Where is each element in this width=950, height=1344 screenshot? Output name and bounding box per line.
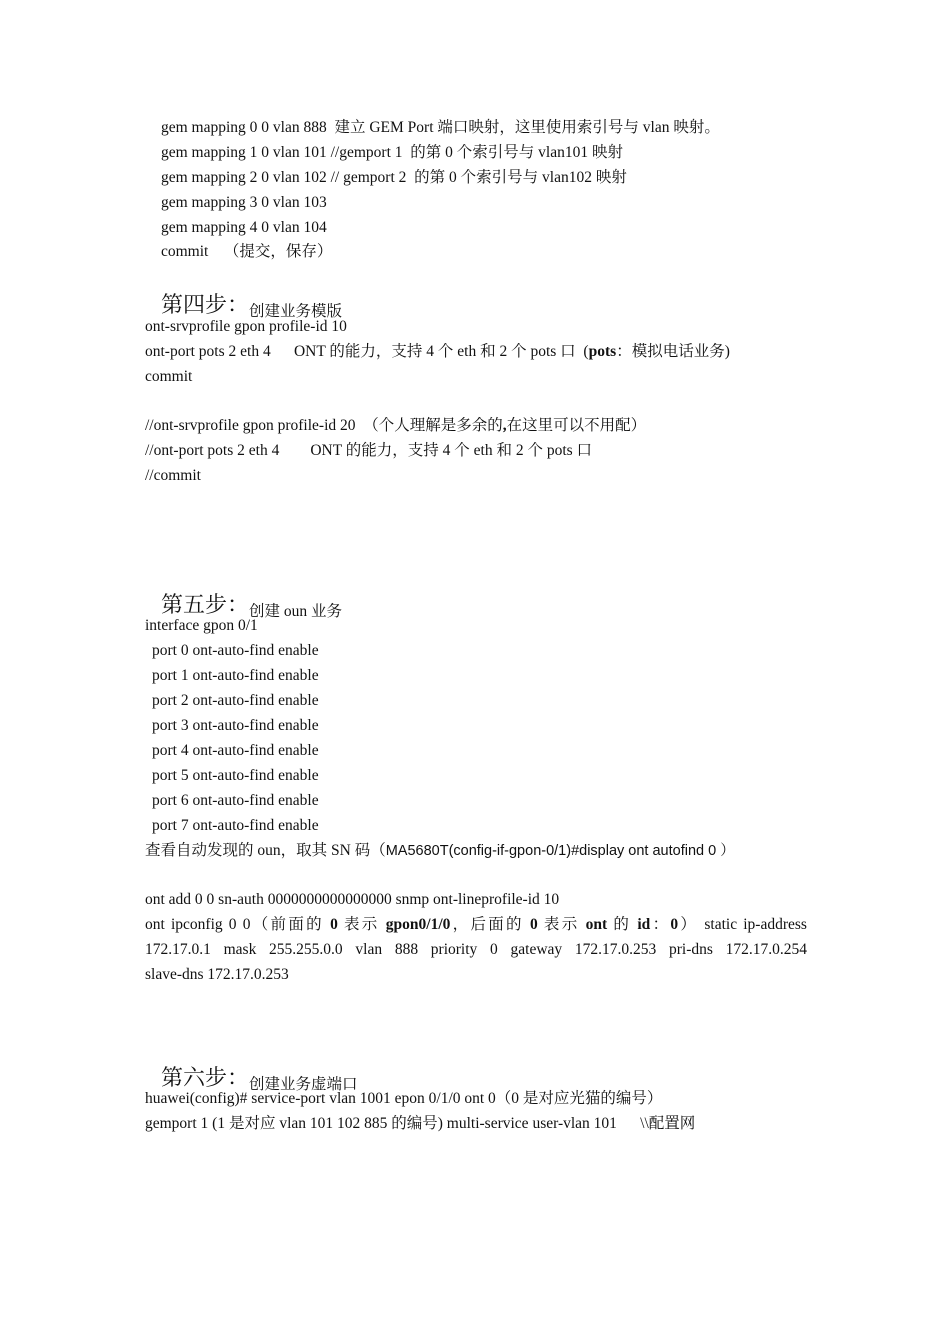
step4-title: 第四步： bbox=[161, 292, 250, 317]
step5-subtitle: 创建 oun 业务 bbox=[249, 603, 343, 620]
gem-mapping-line: gem mapping 2 0 vlan 102 // gemport 2 的第 0 个索引号与 vlan102 映射 bbox=[161, 169, 627, 186]
step6-title: 第六步： bbox=[161, 1065, 250, 1090]
commented-commit-line: //commit bbox=[145, 467, 201, 484]
port-autofind-line: port 1 ont-auto-find enable bbox=[152, 667, 319, 684]
port-autofind-line: port 4 ont-auto-find enable bbox=[152, 742, 319, 759]
interface-line: interface gpon 0/1 bbox=[145, 617, 258, 634]
ipconfig-line-3: slave-dns 172.17.0.253 bbox=[145, 966, 289, 983]
ont-port-line: ont-port pots 2 eth 4 ONT 的能力，支持 4 个 eth 和 2 个 pots 口 (pots：模拟电话业务) bbox=[145, 343, 730, 360]
port-autofind-line: port 0 ont-auto-find enable bbox=[152, 642, 319, 659]
port-autofind-line: port 7 ont-auto-find enable bbox=[152, 817, 319, 834]
gemport-line: gemport 1 (1 是对应 vlan 101 102 885 的编号) multi-service user-vlan 101 \\配置网 bbox=[145, 1115, 696, 1132]
gem-mapping-line: gem mapping 4 0 vlan 104 bbox=[161, 219, 327, 236]
gem-mapping-line: gem mapping 3 0 vlan 103 bbox=[161, 194, 327, 211]
commit-line: commit bbox=[145, 368, 193, 385]
ipconfig-line-1: ont ipconfig 0 0（前面的 0 表示 gpon0/1/0，后面的 0 表示 ont 的 id：0） static ip-address bbox=[145, 916, 807, 933]
ont-add-line: ont add 0 0 sn-auth 0000000000000000 snmp ont-lineprofile-id 10 bbox=[145, 891, 560, 908]
ipconfig-line-2: 172.17.0.1 mask 255.255.0.0 vlan 888 priority 0 gateway 172.17.0.253 pri-dns 172.17.0.254 bbox=[145, 941, 807, 958]
commented-srvprofile-line: //ont-srvprofile gpon profile-id 20 （个人理解是多余的,在这里可以不用配） bbox=[145, 417, 647, 434]
commit-line: commit （提交，保存） bbox=[161, 243, 333, 260]
port-autofind-line: port 2 ont-auto-find enable bbox=[152, 692, 319, 709]
gem-mapping-line: gem mapping 0 0 vlan 888 建立 GEM Port 端口映射，这里使用索引号与 vlan 映射。 bbox=[161, 119, 720, 136]
service-port-line: huawei(config)# service-port vlan 1001 epon 0/1/0 ont 0（0 是对应光猫的编号） bbox=[145, 1090, 663, 1107]
step6-subtitle: 创建业务虚端口 bbox=[249, 1076, 358, 1093]
step5-title: 第五步： bbox=[161, 592, 250, 617]
view-autofind-line: 查看自动发现的 oun，取其 SN 码（MA5680T(config-if-gpon-0/1)#display ont autofind 0 ） bbox=[145, 842, 735, 859]
port-autofind-line: port 5 ont-auto-find enable bbox=[152, 767, 319, 784]
port-autofind-line: port 3 ont-auto-find enable bbox=[152, 717, 319, 734]
port-autofind-line: port 6 ont-auto-find enable bbox=[152, 792, 319, 809]
step4-subtitle: 创建业务模版 bbox=[249, 303, 343, 320]
commented-ont-port-line: //ont-port pots 2 eth 4 ONT 的能力，支持 4 个 eth 和 2 个 pots 口 bbox=[145, 442, 593, 459]
gem-mapping-line: gem mapping 1 0 vlan 101 //gemport 1 的第 0 个索引号与 vlan101 映射 bbox=[161, 144, 623, 161]
srvprofile-line: ont-srvprofile gpon profile-id 10 bbox=[145, 318, 347, 335]
